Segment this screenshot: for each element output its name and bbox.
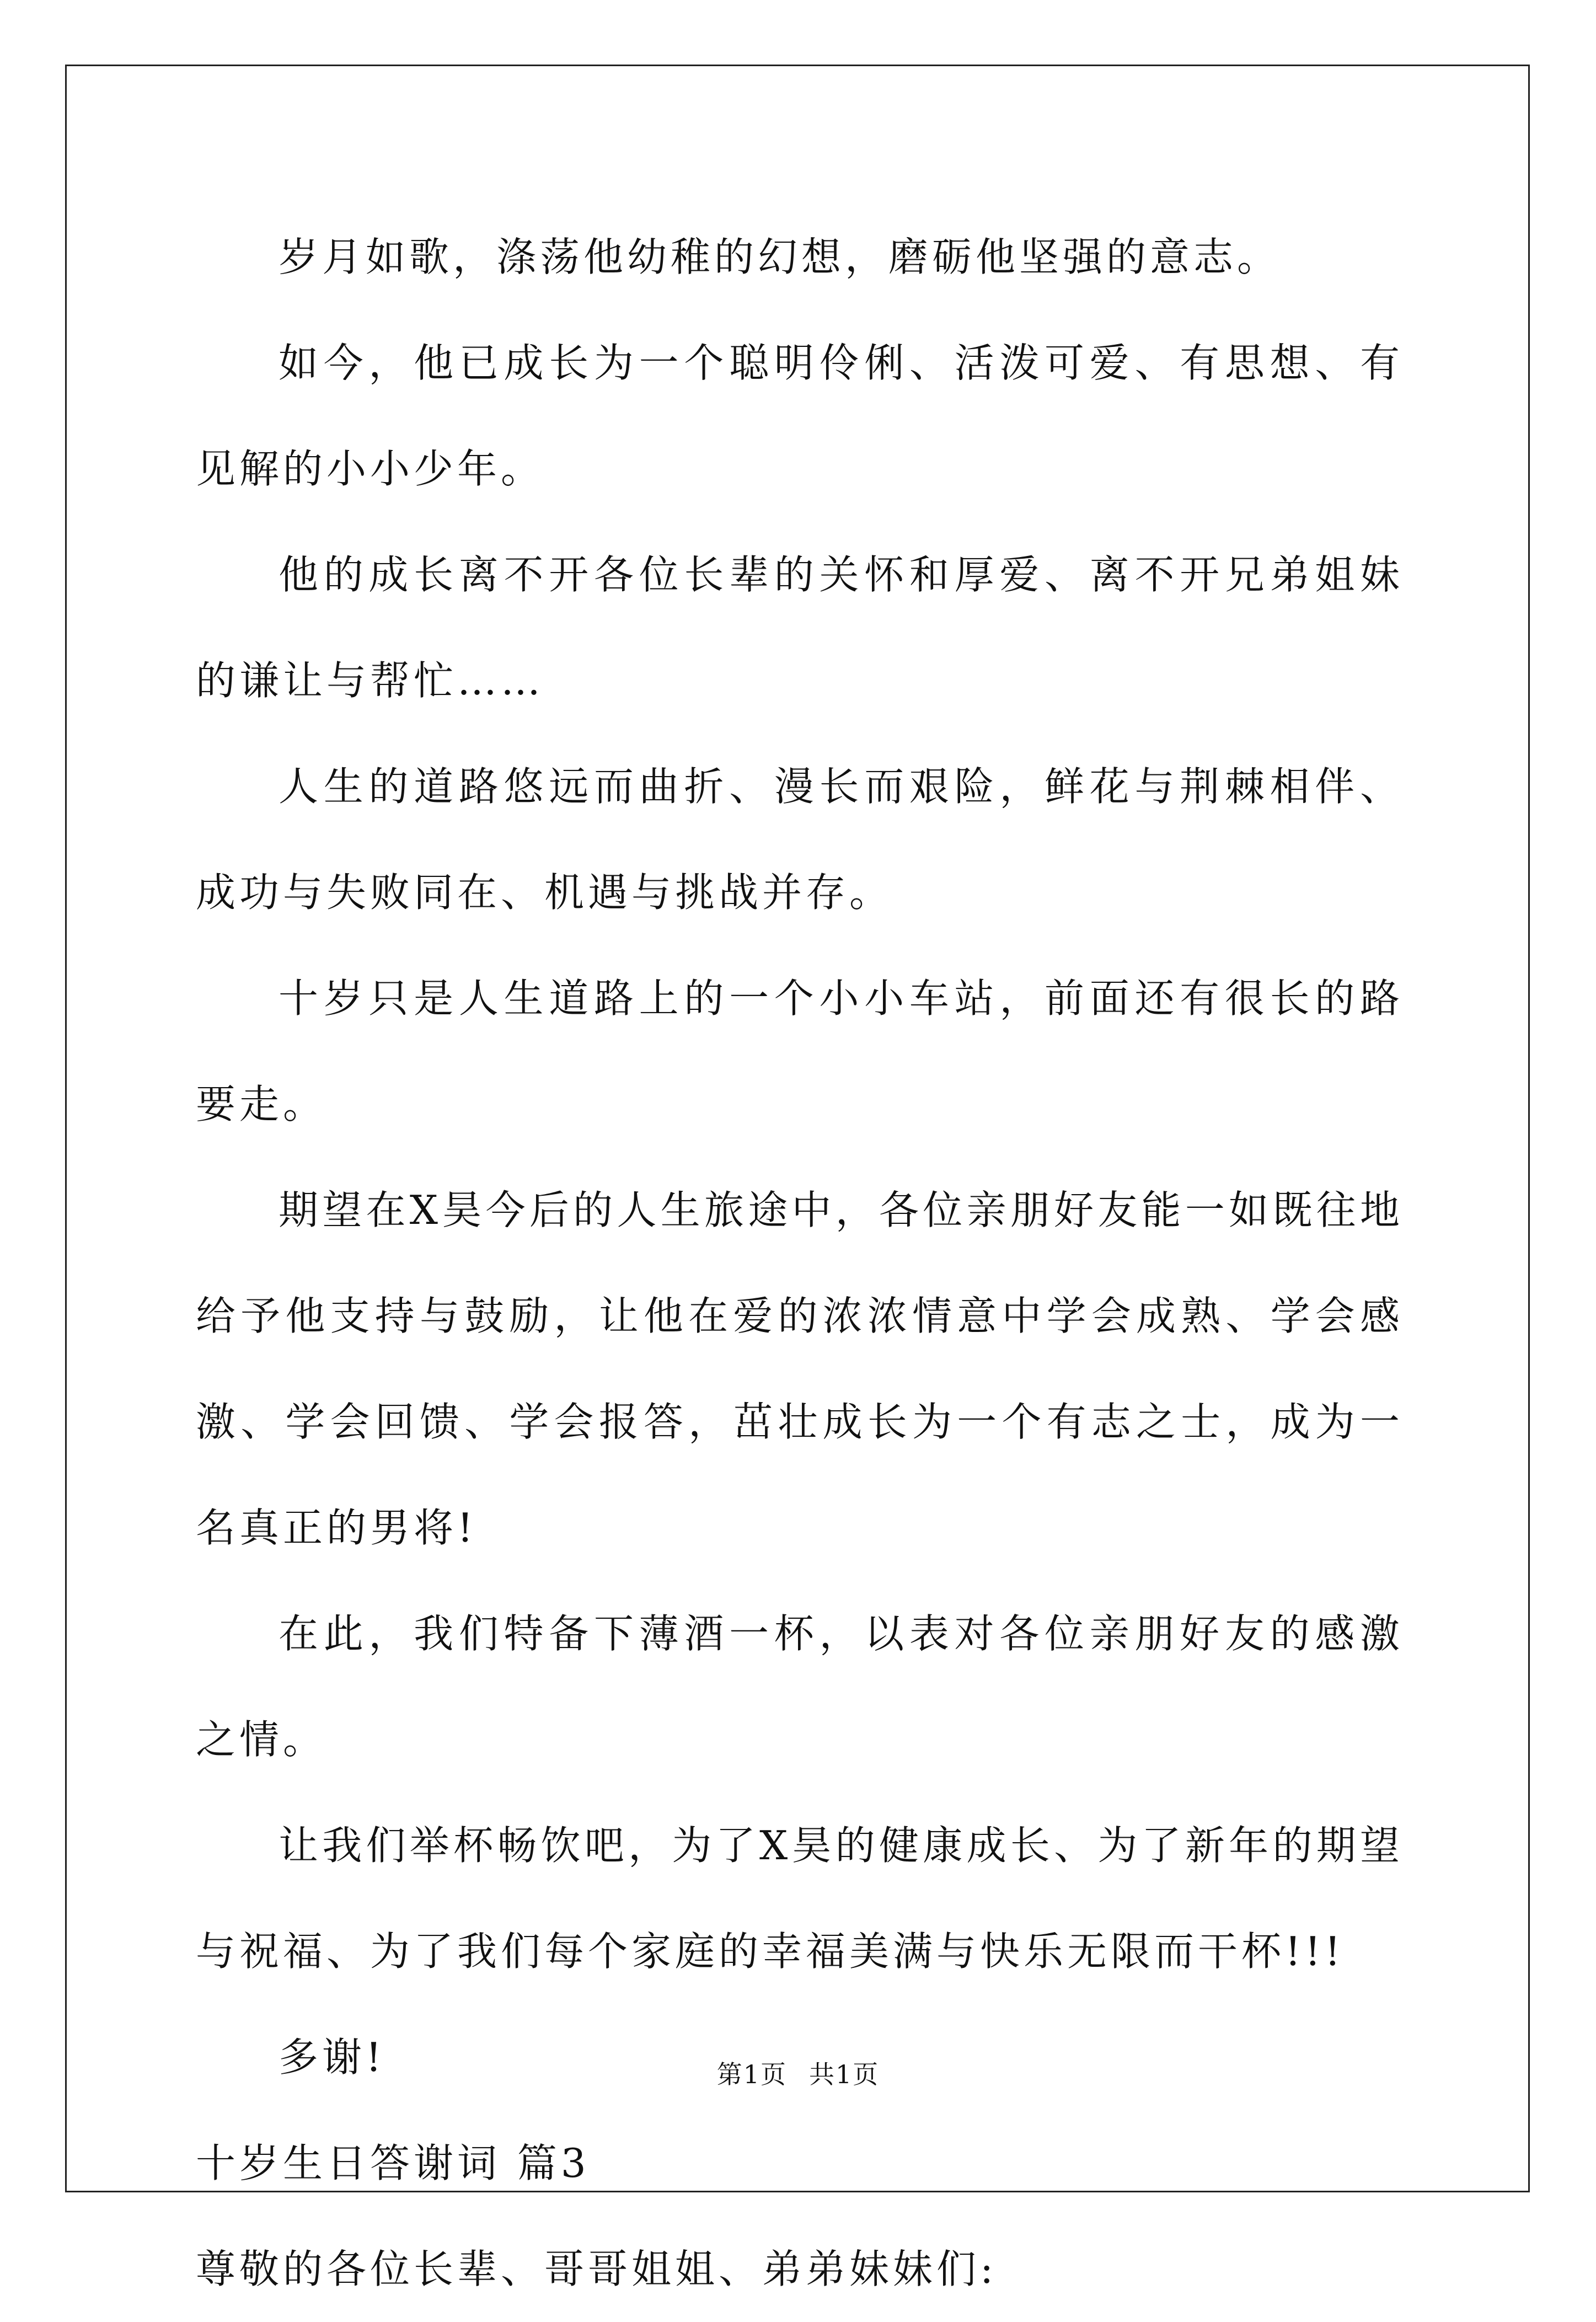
- page-footer: [0, 2055, 1596, 2091]
- paragraph: 在此，我们特备下薄酒一杯，以表对各位亲朋好友的感激之情。: [196, 1611, 1404, 1763]
- paragraph: 人生的道路悠远而曲折、漫长而艰险，鲜花与荆棘相伴、成功与失败同在、机遇与挑战并存。: [196, 763, 1404, 916]
- paragraph: 让我们举杯畅饮吧，为了X昊的健康成长、为了新年的期望与祝福、为了我们每个家庭的幸福美满与快乐无限而干杯!!!: [196, 1822, 1404, 1975]
- paragraph: 十岁只是人生道路上的一个小小车站，前面还有很长的路要走。: [196, 975, 1404, 1127]
- salutation: 尊敬的各位长辈、哥哥姐姐、弟弟妹妹们:: [196, 2246, 998, 2292]
- paragraph: 多谢!: [279, 2034, 385, 2080]
- paragraph: 岁月如歌，涤荡他幼稚的幻想，磨砺他坚强的意志。: [279, 234, 1281, 280]
- page-number: 第1页: [716, 2059, 787, 2089]
- paragraph: 期望在X昊今后的人生旅途中，各位亲朋好友能一如既往地给予他支持与鼓励，让他在爱的浓浓情意中学会成熟、学会感激、学会回馈、学会报答，茁壮成长为一个有志之士，成为一名真正的男将!: [196, 1187, 1404, 1551]
- page-total: 共1页: [809, 2059, 880, 2089]
- paragraph: 如今，他已成长为一个聪明伶俐、活泼可爱、有思想、有见解的小小少年。: [196, 340, 1404, 492]
- document-body: [196, 204, 1404, 2322]
- paragraph: 他的成长离不开各位长辈的关怀和厚爱、离不开兄弟姐妹的谦让与帮忙……: [196, 552, 1404, 704]
- section-heading: 十岁生日答谢词 篇3: [196, 2140, 590, 2186]
